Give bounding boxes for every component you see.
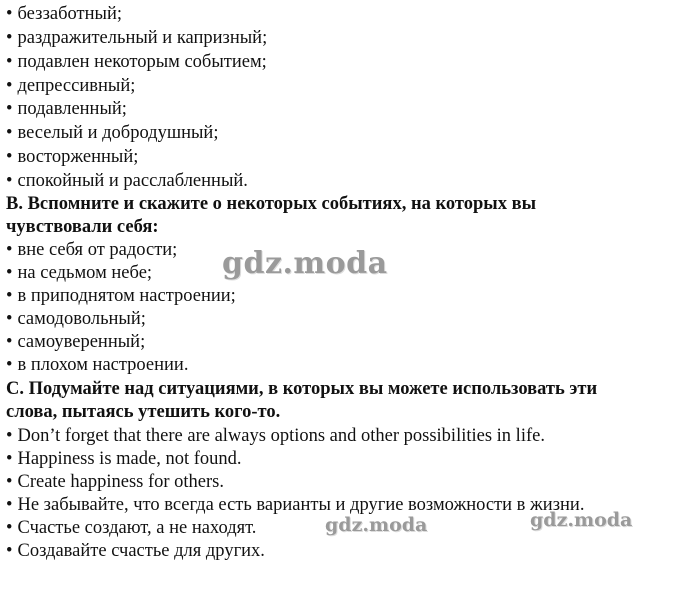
list-item: [6, 122, 218, 145]
bullet-mark: •: [6, 76, 13, 96]
section-c-heading: C. Подумайте над ситуациями, в которых вы можете использовать эти: [6, 379, 598, 399]
bullet-mark: •: [6, 332, 13, 352]
list-item-text: Не забывайте, что всегда есть варианты и другие возможности в жизни.: [17, 495, 585, 515]
list-item: [6, 354, 188, 377]
bullet-mark: •: [6, 147, 13, 167]
list-item: [6, 51, 267, 74]
list-item-text: Don’t forget that there are always options and other possibilities in life.: [17, 426, 545, 446]
section-b-heading-cont: чувствовали себя:: [6, 217, 159, 237]
list-item-text: Happiness is made, not found.: [17, 449, 242, 469]
bullet-mark: •: [6, 28, 13, 48]
section-c-heading-cont: слова, пытаясь утешить кого-то.: [6, 402, 281, 422]
bullet-mark: •: [6, 4, 13, 24]
list-item: [6, 448, 242, 471]
bullet-mark: •: [6, 449, 13, 469]
list-item-text: беззаботный;: [17, 4, 123, 24]
list-item: [6, 146, 138, 169]
list-item-text: Create happiness for others.: [17, 472, 225, 492]
list-item-text: подавленный;: [17, 99, 127, 119]
watermark: gdz.moda: [530, 509, 633, 531]
list-item-text: на седьмом небе;: [17, 263, 153, 283]
list-item-text: веселый и добродушный;: [17, 123, 219, 143]
list-item-text: Создавайте счастье для других.: [17, 541, 265, 561]
bullet-mark: •: [6, 495, 13, 515]
bullet-mark: •: [6, 355, 13, 375]
list-item-text: спокойный и расслабленный.: [17, 171, 248, 191]
list-item-text: в приподнятом настроении;: [17, 286, 236, 306]
section-b-heading: B. Вспомните и скажите о некоторых событиях, на которых вы: [6, 194, 537, 214]
list-item: [6, 471, 224, 494]
watermark: gdz.moda: [325, 514, 428, 536]
list-item: [6, 517, 256, 540]
bullet-mark: •: [6, 309, 13, 329]
bullet-mark: •: [6, 123, 13, 143]
list-item-text: в плохом настроении.: [17, 355, 189, 375]
list-item-text: депрессивный;: [17, 76, 136, 96]
list-item: [6, 285, 236, 308]
list-item: [6, 170, 248, 193]
list-item-text: раздражительный и капризный;: [17, 28, 268, 48]
list-item: [6, 27, 267, 50]
list-item-text: подавлен некоторым событием;: [17, 52, 267, 72]
list-item: [6, 98, 127, 121]
list-item-text: вне себя от радости;: [17, 240, 178, 260]
list-item: [6, 540, 265, 563]
list-item: [6, 308, 146, 331]
bullet-mark: •: [6, 99, 13, 119]
bullet-mark: •: [6, 52, 13, 72]
bullet-mark: •: [6, 426, 13, 446]
list-item-text: восторженный;: [17, 147, 139, 167]
list-item: [6, 425, 545, 448]
bullet-mark: •: [6, 240, 13, 260]
list-item: [6, 3, 122, 26]
list-item-text: самоуверенный;: [17, 332, 146, 352]
bullet-mark: •: [6, 541, 13, 561]
list-item: [6, 494, 584, 517]
bullet-mark: •: [6, 518, 13, 538]
list-item: [6, 331, 145, 354]
list-item: [6, 262, 152, 285]
watermark: gdz.moda: [222, 246, 388, 281]
list-item-text: Счастье создают, а не находят.: [17, 518, 257, 538]
bullet-mark: •: [6, 472, 13, 492]
list-item-text: самодовольный;: [17, 309, 146, 329]
bullet-mark: •: [6, 171, 13, 191]
list-item: [6, 239, 177, 262]
list-item: [6, 75, 135, 98]
bullet-mark: •: [6, 286, 13, 306]
bullet-mark: •: [6, 263, 13, 283]
